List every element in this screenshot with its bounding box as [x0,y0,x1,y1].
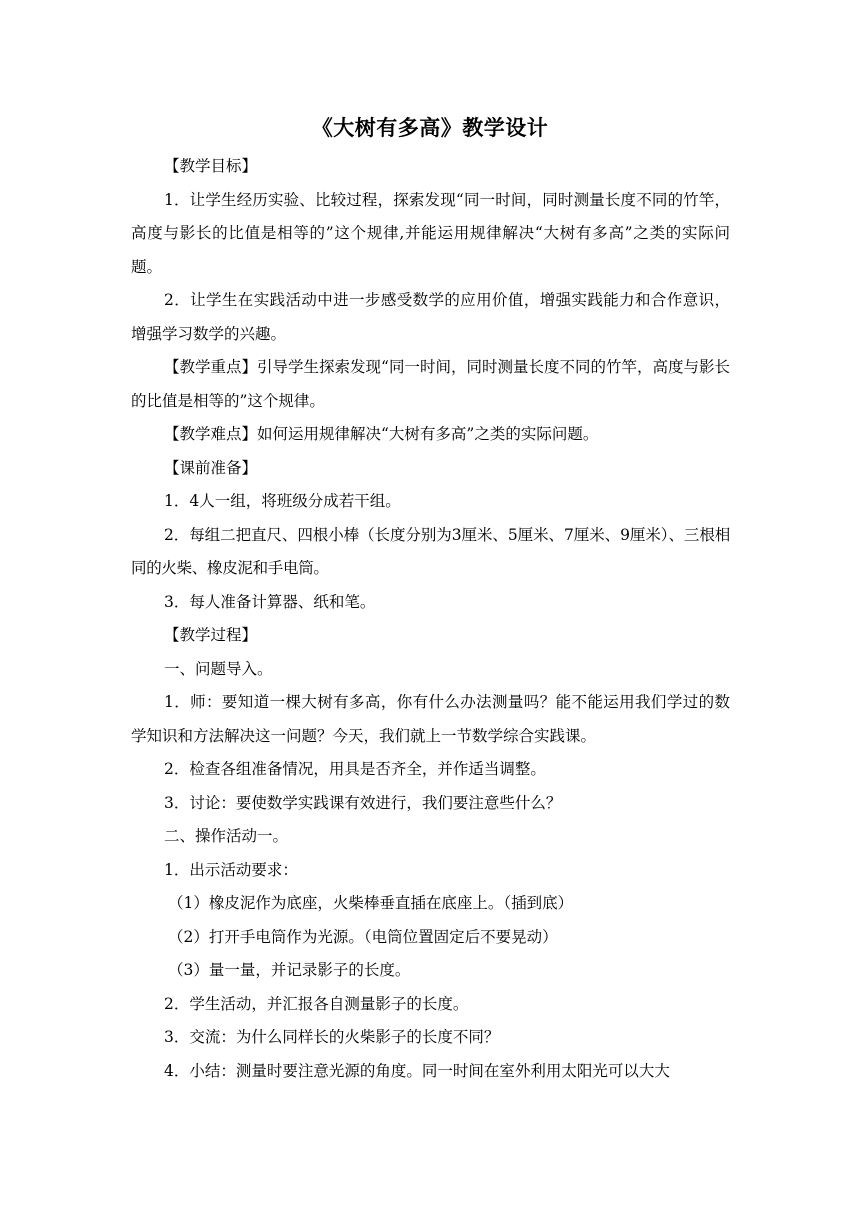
objective-1: 1．让学生经历实验、比较过程，探索发现“同一时间，同时测量长度不同的竹竿，高度与影长的比值是相等的”这个规律,并能运用规律解决“大树有多高”之类的实际问题。 [131,190,730,276]
document-title: 《大树有多高》教学设计 [311,116,549,140]
step-2-requirement-1: （1）橡皮泥作为底座，火柴棒垂直插在底座上。（插到底） [168,894,574,912]
preparation-3: 3．每人准备计算器、纸和笔。 [164,592,376,611]
key-point: 【教学重点】引导学生探索发现“同一时间，同时测量长度不同的竹竿，高度与影长的比值是相等的”这个规律。 [131,358,730,410]
preparation-2: 2．每组二把直尺、四根小棒（长度分别为3厘米、5厘米、7厘米、9厘米）、三根相同的火柴、橡皮泥和手电筒。 [131,525,730,577]
step-heading-2: 二、操作活动一。 [164,827,289,845]
step-heading-1: 一、问题导入。 [164,659,273,678]
step-2-item-2: 2．学生活动，并汇报各自测量影子的长度。 [164,994,469,1013]
section-heading-objectives: 【教学目标】 [164,157,258,175]
step-2-item-4: 4．小结：测量时要注意光源的角度。同一时间在室外利用太阳光可以大大 [164,1061,670,1080]
document-body [131,150,730,1088]
step-2-item-3: 3．交流：为什么同样长的火柴影子的长度不同？ [164,1028,500,1046]
step-2-item-1: 1．出示活动要求： [164,860,298,879]
step-1-item-1: 1．师：要知道一棵大树有多高，你有什么办法测量吗？能不能运用我们学过的数学知识和方法解决这一问题？今天，我们就上一节数学综合实践课。 [131,693,730,745]
section-heading-preparation: 【课前准备】 [164,458,258,477]
objective-2: 2．让学生在实践活动中进一步感受数学的应用价值，增强实践能力和合作意识，增强学习数学的兴趣。 [131,291,730,343]
step-1-item-2: 2．检查各组准备情况，用具是否齐全，并作适当调整。 [164,760,546,778]
section-heading-process: 【教学过程】 [164,626,258,644]
step-2-requirement-2: （2）打开手电筒作为光源。（电筒位置固定后不要晃动） [168,927,558,946]
preparation-1: 1．4人一组，将班级分成若干组。 [164,492,401,510]
difficult-point: 【教学难点】如何运用规律解决“大树有多高”之类的实际问题。 [164,425,599,443]
step-1-item-3: 3．讨论：要使数学实践课有效进行，我们要注意些什么？ [164,793,562,812]
step-2-requirement-3: （3）量一量，并记录影子的长度。 [168,961,411,979]
